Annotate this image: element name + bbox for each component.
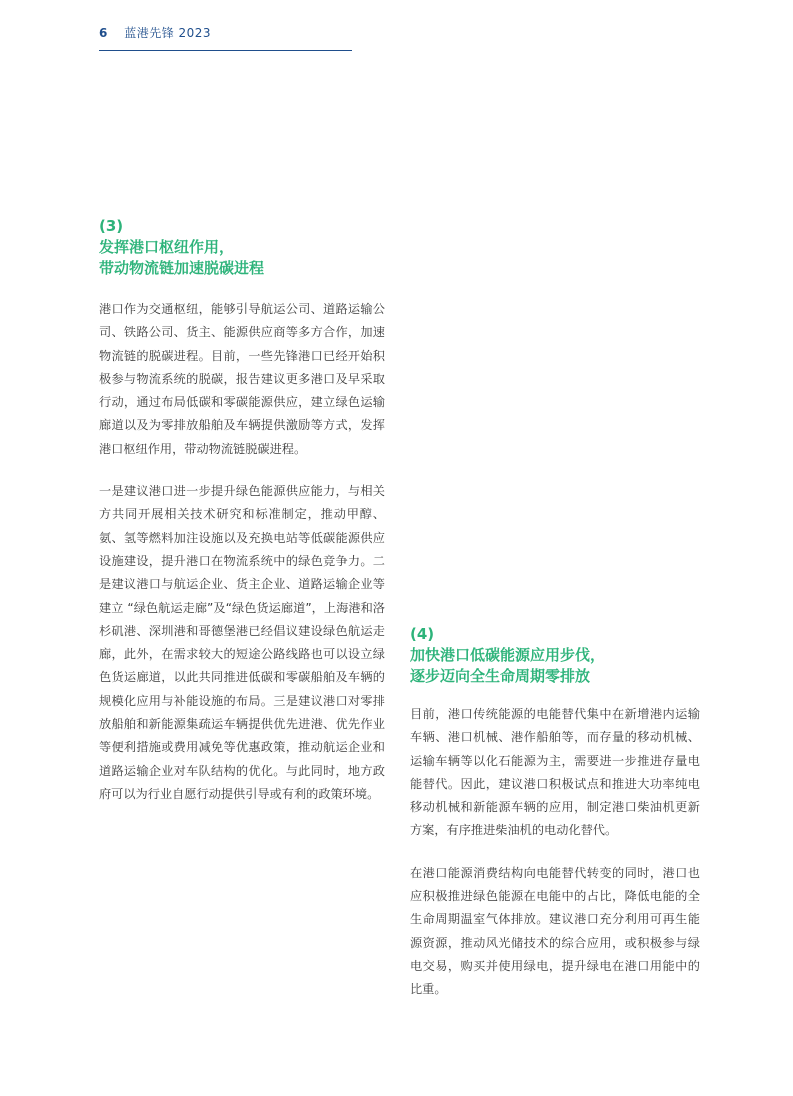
section-4-number: (4) [410,625,435,643]
section-4-title-line-2: 逐步迈向全生命周期零排放 [410,667,591,685]
section-3-title-line-2: 带动物流链加速脱碳进程 [99,259,265,277]
section-3-title-line-1: 发挥港口枢纽作用， [99,238,235,256]
report-title: 蓝港先锋 2023 [124,26,212,40]
header-divider [99,50,352,51]
section-4-title-line-1: 加快港口低碳能源应用步伐， [410,646,606,664]
page-number: 6 [99,26,108,40]
section-4-title [410,645,700,687]
page-header [99,24,211,41]
section-3 [99,216,385,806]
section-3-paragraph-1: 港口作为交通枢纽，能够引导航运公司、道路运输公司、铁路公司、货主、能源供应商等多方合作，加速物流链的脱碳进程。目前，一些先锋港口已经开始积极参与物流系统的脱碳，报告建议更多港口及早采取行动，通过布局低碳和零碳能源供应，建立绿色运输廊道以及为零排放船舶及车辆提供激励等方式，发挥港口枢纽作用，带动物流链脱碳进程。 [99,302,385,456]
section-3-number: (3) [99,217,124,235]
section-4 [410,624,700,1002]
section-3-paragraph-2: 一是建议港口进一步提升绿色能源供应能力，与相关方共同开展相关技术研究和标准制定，推动甲醇、氨、氢等燃料加注设施以及充换电站等低碳能源供应设施建设，提升港口在物流系统中的绿色竞争力。二是建议港口与航运企业、货主企业、道路运输企业等建立 “绿色航运走廊”及“绿色货运廊道”，上海港和洛杉矶港、深圳港和哥德堡港已经倡议建设绿色航运走廊，此外，在需求较大的短途公路线路也可以设立绿色货运廊道，以此共同推进低碳和零碳船舶及车辆的规模化应用与补能设施的布局。三是建议港口对零排放船舶和新能源集疏运车辆提供优先进港、优先作业等便利措施或费用减免等优惠政策，推动航运企业和道路运输企业对车队结构的优化。与此同时，地方政府可以为行业自愿行动提供引导或有利的政策环境。 [99,484,385,801]
section-4-paragraph-1: 目前，港口传统能源的电能替代集中在新增港内运输车辆、港口机械、港作船舶等，而存量的移动机械、运输车辆等以化石能源为主，需要进一步推进存量电能替代。因此，建议港口积极试点和推进大功率纯电移动机械和新能源车辆的应用，制定港口柴油机更新方案，有序推进柴油机的电动化替代。 [410,707,700,838]
section-3-title [99,237,385,279]
section-4-paragraph-2: 在港口能源消费结构向电能替代转变的同时，港口也应积极推进绿色能源在电能中的占比，降低电能的全生命周期温室气体排放。建议港口充分利用可再生能源资源，推动风光储技术的综合应用，或积极参与绿电交易，购买并使用绿电，提升绿电在港口用能中的比重。 [410,865,700,997]
